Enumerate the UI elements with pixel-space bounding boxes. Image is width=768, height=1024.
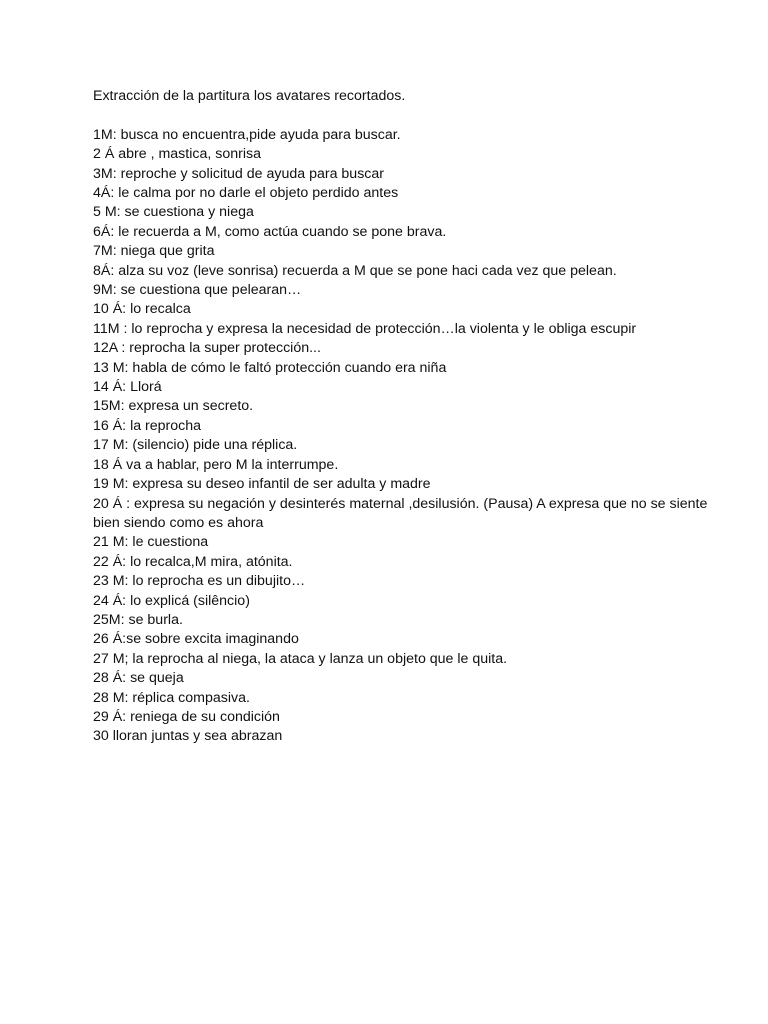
score-line: 28 Á: se queja — [93, 670, 184, 687]
score-lines-list — [93, 126, 733, 747]
score-line: 8Á: alza su voz (leve sonrisa) recuerda a M que se pone haci cada vez que pelean. — [93, 262, 617, 279]
score-line: 30 lloran juntas y sea abrazan — [93, 728, 283, 745]
document-title: Extracción de la partitura los avatares recortados. — [93, 88, 406, 104]
score-line: 27 M; la reprocha al niega, la ataca y lanza un objeto que le quita. — [93, 650, 508, 667]
score-line: 5 M: se cuestiona y niega — [93, 204, 254, 221]
score-line: 29 Á: reniega de su condición — [93, 708, 280, 725]
score-line: 3M: reproche y solicitud de ayuda para buscar — [93, 165, 385, 182]
score-line: 4Á: le calma por no darle el objeto perdido antes — [93, 185, 399, 202]
score-line: 15M: expresa un secreto. — [93, 398, 254, 415]
score-line: 25M: se burla. — [93, 611, 183, 628]
score-line: 17 M: (silencio) pide una réplica. — [93, 437, 298, 454]
score-line: 23 M: lo reprocha es un dibujito… — [93, 573, 306, 590]
blank-line — [93, 106, 733, 125]
score-line: 6Á: le recuerda a M, como actúa cuando se pone brava. — [93, 223, 447, 240]
score-line: 26 Á:se sobre excita imaginando — [93, 631, 299, 648]
score-line: 22 Á: lo recalca,M mira, atónita. — [93, 553, 293, 570]
score-line: 19 M: expresa su deseo infantil de ser adulta y madre — [93, 476, 431, 493]
score-line: 13 M: habla de cómo le faltó protección cuando era niña — [93, 359, 447, 376]
score-line: 1M: busca no encuentra,pide ayuda para buscar. — [93, 126, 401, 143]
score-line: 28 M: réplica compasiva. — [93, 689, 250, 706]
score-line: 9M: se cuestiona que pelearan… — [93, 282, 302, 299]
score-line: 14 Á: Llorá — [93, 379, 162, 396]
score-line: 21 M: le cuestiona — [93, 534, 209, 551]
score-line: 10 Á: lo recalca — [93, 301, 191, 318]
score-line: 24 Á: lo explicá (silêncio) — [93, 592, 250, 609]
score-line: 2 Á abre , mastica, sonrisa — [93, 146, 261, 163]
score-line: 11M : lo reprocha y expresa la necesidad de protección…la violenta y le obliga escupir — [93, 320, 637, 337]
score-line: 7M: niega que grita — [93, 243, 215, 260]
score-line: 16 Á: la reprocha — [93, 417, 202, 434]
score-line: 18 Á va a hablar, pero M la interrumpe. — [93, 456, 339, 473]
score-line: 12A : reprocha la super protección... — [93, 340, 321, 357]
document-content — [93, 87, 733, 747]
score-line: 20 Á : expresa su negación y desinterés maternal ,desilusión. (Pausa) A expresa que no se siente bien siendo como es ahora — [93, 495, 708, 531]
